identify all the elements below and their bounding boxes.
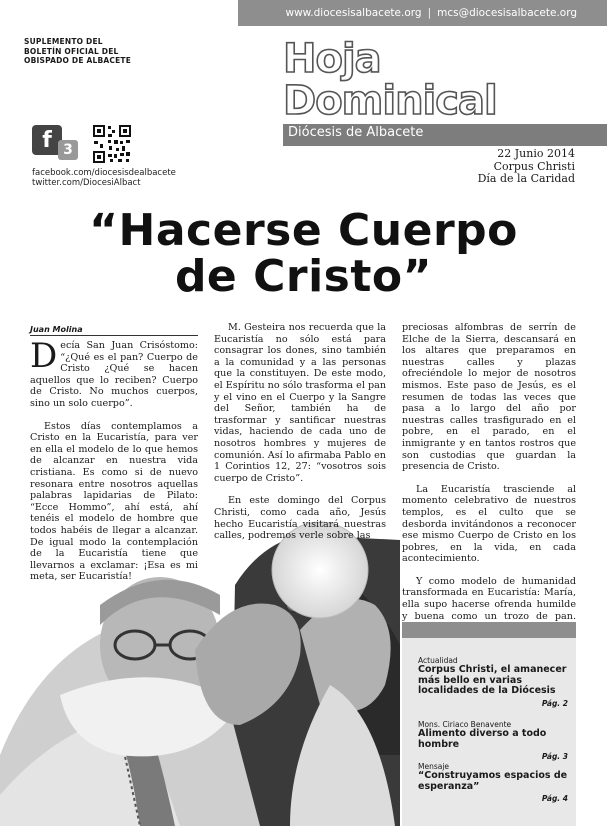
- twitter-link[interactable]: twitter.com/DiocesiAlbact: [32, 178, 141, 188]
- article-column-2: [214, 322, 386, 553]
- article-paragraph: Y como modelo de humanidad transformada en Eucaristía: María, ella supo hacerse ofrenda humilde y buena como un trozo de pan.: [402, 575, 576, 622]
- masthead-title-line1: Hoja: [283, 36, 381, 82]
- supplement-line: SUPLEMENTO DEL: [24, 37, 103, 46]
- issue-date-block: [478, 148, 575, 186]
- contents-section: Mons. Ciriaco Benavente: [418, 720, 512, 729]
- top-contact-bar: [238, 0, 607, 26]
- contents-item[interactable]: [418, 720, 568, 761]
- issue-date: 22 Junio 2014: [497, 147, 575, 160]
- headline-line: de Cristo”: [174, 251, 433, 302]
- facebook-icon[interactable]: f: [32, 125, 62, 155]
- qr-code-icon[interactable]: [92, 124, 132, 164]
- contents-item[interactable]: [418, 762, 568, 803]
- contents-title: Alimento diverso a todo hombre: [418, 728, 547, 750]
- supplement-line: OBISPADO DE ALBACETE: [24, 56, 132, 65]
- headline-line: “Hacerse Cuerpo: [89, 205, 518, 256]
- contents-page: Pág. 4: [541, 794, 568, 803]
- contents-page: Pág. 3: [541, 752, 568, 761]
- contents-item[interactable]: [418, 656, 568, 708]
- masthead-subtitle: Diócesis de Albacete: [288, 125, 424, 140]
- drop-cap: D: [30, 336, 58, 376]
- article-byline: Juan Molina: [30, 325, 198, 336]
- facebook-link[interactable]: facebook.com/diocesisdealbacete: [32, 168, 176, 178]
- social-badge-icon: 3: [58, 140, 78, 160]
- contents-section: Actualidad: [418, 656, 458, 665]
- paragraph-text: ecía San Juan Crisóstomo: “¿Qué es el pan? Cuerpo de Cristo ¿Qué se hacen aquellos que lo reciben? Cuerpo de Cristo. No muchos cuerpos, sino un solo cuerpo”.: [30, 340, 198, 409]
- article-paragraph: [30, 336, 198, 410]
- article-paragraph: En este domingo del Corpus Christi, como cada año, Jesús hecho Eucaristía visitará nuestras calles, podremos verle sobre las: [214, 495, 386, 542]
- main-headline: [0, 205, 607, 302]
- topbar-separator: |: [427, 7, 432, 19]
- article-column-1: [30, 336, 198, 594]
- feast-name: Corpus Christi: [493, 159, 575, 173]
- article-paragraph: La Eucaristía trasciende al momento celebrativo de nuestros templos, es el culto que se desborda invitándonos a reconocer ese mismo Cuerpo de Cristo en los pobres, en la vida, en cada acontecimiento.: [402, 483, 576, 565]
- email-link[interactable]: mcs@diocesisalbacete.org: [437, 7, 577, 19]
- article-column-3: [402, 322, 576, 668]
- contents-title: “Construyamos espacios de esperanza”: [418, 770, 568, 792]
- social-links: [32, 168, 176, 188]
- article-paragraph: Estos días contemplamos a Cristo en la Eucaristía, para ver en ella el modelo de lo que hemos de alcanzar en nuestra vida cristiana. Es como si de nuevo resonara entre nosotros aquellas palabras lapidarias de Pilato: “Ecce Hommo”, ahí está, ahí tenéis el modelo de hombre que todos habéis de llegar a alcanzar. De igual modo la contemplación de la Eucaristía tiene que llevarnos a exclamar: ¡Esa es mi meta, ser Eucaristía!: [30, 420, 198, 583]
- contents-section: Mensaje: [418, 762, 450, 771]
- masthead-title-line2: Dominical: [283, 78, 497, 124]
- contents-title: Corpus Christi, el amanecer más bello en varias localidades de la Diócesis: [418, 664, 567, 696]
- contents-sidebar: [402, 622, 576, 826]
- feast-name: Día de la Caridad: [477, 172, 575, 185]
- supplement-line: BOLETÍN OFICIAL DEL: [24, 46, 119, 56]
- contents-page: Pág. 2: [541, 698, 568, 708]
- supplement-note: [24, 37, 131, 66]
- article-paragraph: M. Gesteira nos recuerda que la Eucaristía no sólo está para consagrar los dones, sino también a la comunidad y a las personas que la constituyen. De este modo, el Espíritu no sólo trasforma el pan y el vino en el Cuerpo y la Sangre del Señor, también ha de trasformar y santificar nuestras vidas, haciendo de cada uno de nosotros hombres y mujeres de comunión. Así lo afirmaba Pablo en 1 Corintios 12, 27: “vosotros sois cuerpo de Cristo”.: [214, 322, 386, 484]
- sidebar-header-band: [402, 622, 576, 638]
- article-paragraph: preciosas alfombras de serrín de Elche de la Sierra, descansará en los altares que preparamos en nuestras calles y plazas ofreciéndole lo mejor de nosotros mismos. Este paso de Jesús, es el resumen de todas las veces que pasa a lo largo del año por nuestras calles trasfigurado en el pobre, en el parado, en el inmigrante y en tantos rostros que son custodias que guardan la presencia de Cristo.: [402, 322, 576, 473]
- website-link[interactable]: www.diocesisalbacete.org: [285, 7, 422, 19]
